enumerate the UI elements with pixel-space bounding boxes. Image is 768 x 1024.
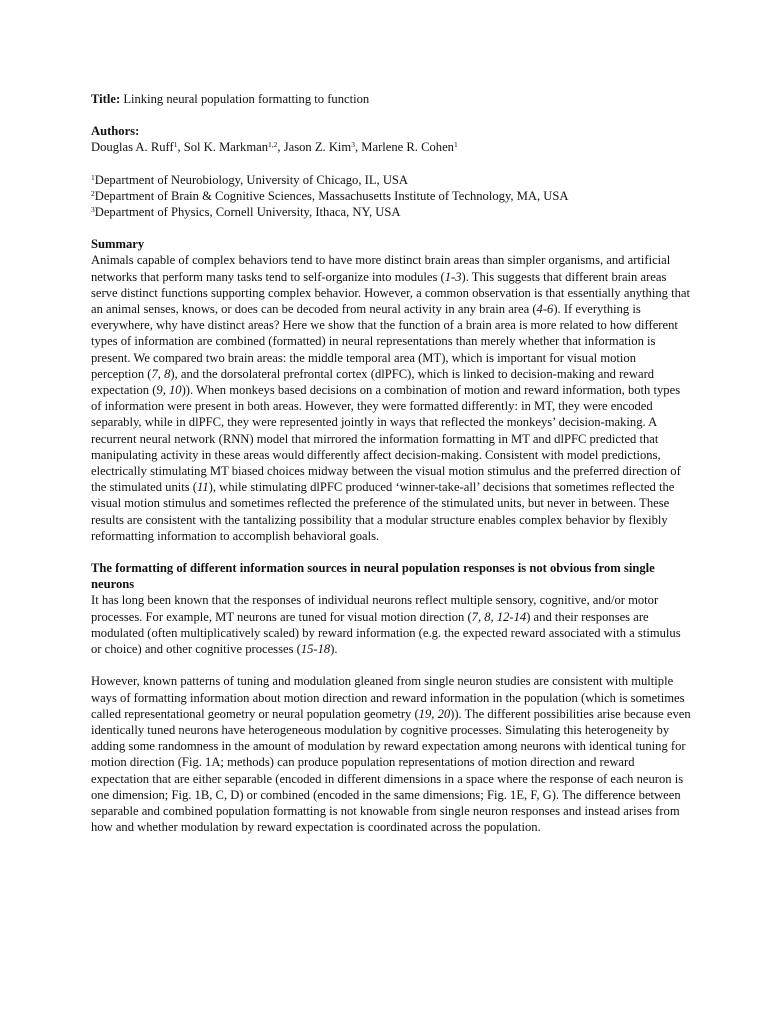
author-name: Marlene R. Cohen — [361, 140, 454, 155]
body-paragraph — [91, 592, 691, 657]
spacer — [91, 657, 691, 673]
summary-text: )). When monkeys based decisions on a combination of motion and reward information, both types of information were present in both areas. However, they were formatted differently: in MT, they were encoded separably, while in dlPFC, they were represented jointly in ways that reflected the monkeys’ decision-making. A recurrent neural network (RNN) model that mirrored the information formatting in MT and dlPFC predicted that manipulating activity in these areas would differently affect decision-making. Consistent with model predictions, electrically stimulating MT biased choices midway between the visual motion stimulus and the preferred direction of the stimulated units ( — [91, 383, 681, 495]
title-label: Title: — [91, 92, 121, 106]
author-affiliation-mark: 1,2 — [268, 140, 278, 150]
affiliation — [91, 204, 691, 220]
author-affiliation-mark: 1 — [453, 140, 458, 150]
section-heading: The formatting of different information sources in neural population responses is not obvious from single neurons — [91, 561, 655, 592]
affiliation-mark: 2 — [91, 188, 95, 198]
affiliation — [91, 188, 691, 204]
author-list: Douglas A. Ruff$^1$, Sol K. Markman$^{1,2}$, Jason Z. Kim$^3$, Marlene R. Cohen$^1$ — [91, 140, 458, 155]
summary-text: ). This suggests that different brain areas serve distinct functions supporting complex behavior. However, a common observation is that essentially anything that an animal senses, knows, or does can be decoded from neural activity in any brain area ( — [91, 269, 690, 317]
summary-heading: Summary — [91, 237, 145, 252]
affiliation-text: Department of Brain & Cognitive Sciences, Massachusetts Institute of Technology, MA, USA — [94, 188, 569, 203]
citation: 4-6 — [536, 302, 554, 317]
citation: 15-18 — [300, 642, 331, 657]
paragraph-text: It has long been known that the responses of individual neurons reflect multiple sensory, cognitive, and/or motor processes. For example, MT neurons are tuned for visual motion direction ( — [91, 593, 659, 624]
author-name: Douglas A. Ruff — [91, 140, 174, 155]
affiliation-mark: 3 — [91, 205, 95, 215]
author-name: Sol K. Markman — [183, 140, 269, 155]
summary-text: Animals capable of complex behaviors tend to have more distinct brain areas than simpler organisms, and artificial networks that perform many tasks tend to self-organize into modules ( — [91, 253, 671, 284]
spacer — [91, 220, 691, 236]
author-name: Jason Z. Kim — [283, 140, 352, 155]
spacer — [91, 107, 691, 123]
author-affiliation-mark: 1 — [173, 140, 178, 150]
citation: 1-3 — [444, 269, 462, 284]
paragraph-text: However, known patterns of tuning and modulation gleaned from single neuron studies are consistent with multiple ways of formatting information about motion direction and reward information in the population (which is sometimes called representational geometry or neural population geometry ( — [91, 674, 685, 721]
summary-text: ). If everything is everywhere, why have distinct areas? Here we show that the function of a brain area is more related to how different types of information are combined (formatted) in neural representations than merely whether that information is present. We compared two brain areas: the middle temporal area (MT), which is important for visual motion perception ( — [91, 302, 678, 381]
body-paragraph — [91, 673, 691, 835]
paragraph-text: )). The different possibilities arise because even identically tuned neurons have heterogeneous modulation by cognitive processes. Simulating this heterogeneity by adding some randomness in the amount of modulation by reward expectation among neurons with identical tuning for motion direction (Fig. 1A; methods) can produce population representations of motion direction and reward expectation that are either separable (encoded in different dimensions in a space where the response of each neuron is one dimension; Fig. 1B, C, D) or combined (encoded in the same dimensions; Fig. 1E, F, G). The difference between separable and combined population formatting is not knowable from single neuron responses and instead arises from how and whether modulation by reward expectation is coordinated across the population. — [91, 706, 691, 835]
paragraph-text: ). — [330, 642, 338, 657]
authors-label: Authors: — [91, 124, 140, 139]
citation: 9, 10 — [156, 383, 182, 398]
spacer — [91, 544, 691, 560]
citation: 11 — [196, 480, 209, 495]
paper-title: Linking neural population formatting to function — [123, 92, 370, 106]
citation: 19, 20 — [418, 706, 451, 721]
title-line — [91, 91, 691, 107]
citation: 7, 8, 12-14 — [471, 609, 527, 624]
affiliation-text: Department of Neurobiology, University of Chicago, IL, USA — [94, 172, 409, 187]
affiliation-mark: 1 — [91, 172, 95, 182]
summary-text: ), while stimulating dlPFC produced ‘winner-take-all’ decisions that sometimes reflected the visual motion stimulus and sometimes reflected the preference of the stimulated units, but never in between. These results are consistent with the tantalizing possibility that a modular structure enables complex behavior by flexibly reformatting information to accomplish behavioral goals. — [91, 480, 675, 543]
author-affiliation-mark: 3 — [351, 140, 355, 150]
affiliation — [91, 172, 691, 188]
summary-paragraph — [91, 252, 691, 544]
citation: 7, 8 — [151, 366, 171, 381]
affiliation-text: Department of Physics, Cornell University, Ithaca, NY, USA — [94, 205, 401, 220]
paragraph-text: ) and their responses are modulated (often multiplicatively scaled) by reward information (e.g. the expected reward associated with a stimulus or choice) and other cognitive processes ( — [91, 609, 681, 657]
paper-body — [91, 91, 691, 835]
summary-text: ), and the dorsolateral prefrontal cortex (dlPFC), which is linked to decision-making and reward expectation ( — [91, 366, 655, 398]
spacer — [91, 156, 691, 172]
